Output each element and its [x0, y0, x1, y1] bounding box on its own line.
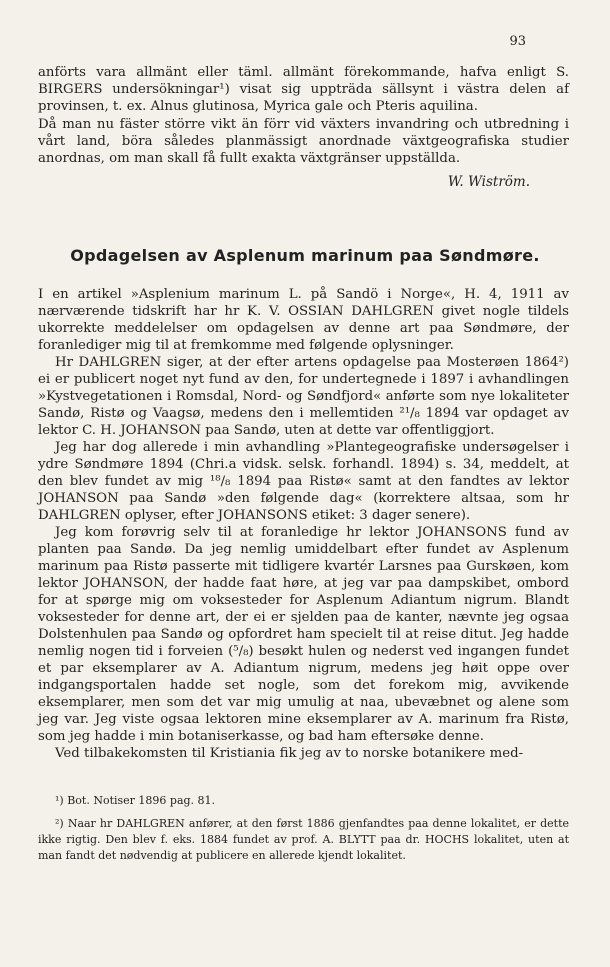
- top-paragraph-2: Då man nu fäster större vikt än förr vid växters invandring och utbredning i vårt land, böra således planmässigt anordnade växtgeografiska studier anordnas, om man skall få fullt exakta växtgränser uppställda.: [38, 117, 569, 166]
- page-number: 93: [509, 34, 526, 49]
- body-paragraph: I en artikel »Asplenium marinum L. på Sandö i Norge«, H. 4, 1911 av nærværende tidskrift har hr K. V. OSSIAN DAHLGREN givet nogle tildels ukorrekte meddelelser om opdagelsen av denne art paa Søndmøre, der foranlediger mig til at fremkomme med følgende oplysninger.: [38, 287, 569, 353]
- body-paragraph: Ved tilbakekomsten til Kristiania fik jeg av to norske botanikere med-: [55, 746, 524, 761]
- signature: W. Wiström.: [447, 174, 530, 190]
- footnote-1: ¹) Bot. Notiser 1896 pag. 81.: [55, 794, 216, 807]
- body-paragraph: Jeg har dog allerede i min avhandling »Plantegeografiske undersøgelser i ydre Søndmøre 1894 (Chri.a vidsk. selsk. forhandl. 1894) s. 34, meddelt, at den blev fundet av mig ¹⁸/₈ 1894 paa Ristø« samt at den fandtes av lektor JOHANSON paa Sandø »den følgende dag« (korrektere altsaa, som hr DAHLGREN oplyser, efter JOHANSONS etiket: 3 dager senere).: [38, 440, 569, 523]
- article-body: [38, 286, 569, 762]
- body-paragraph: Hr DAHLGREN siger, at der efter artens opdagelse paa Mosterøen 1864²) ei er publicert noget nyt fund av den, for undertegnede i 1897 i avhandlingen »Kystvegetationen i Romsdal, Nord- og Søndfjord« anførte som nye lokaliteter Sandø, Ristø og Vaagsø, medens den i mellemtiden ²¹/₈ 1894 var opdaget av lektor C. H. JOHANSON paa Sandø, uten at dette var offentliggjort.: [38, 355, 569, 438]
- article-heading: Opdagelsen av Asplenum marinum paa Søndmøre.: [70, 246, 540, 265]
- top-paragraph-1: anförts vara allmänt eller täml. allmänt förekommande, hafva enligt S. BIRGERS undersökningar¹) visat sig uppträda sällsynt i västra delen af provinsen, t. ex. Alnus glutinosa, Myrica gale och Pteris aquilina.: [38, 65, 569, 114]
- body-paragraph: Jeg kom forøvrig selv til at foranledige hr lektor JOHANSONS fund av planten paa Sandø. Da jeg nemlig umiddelbart efter fundet av Asplenum marinum paa Ristø passerte mit tidligere kvartér Larsnes paa Gurskøen, kom lektor JOHANSON, der hadde faat høre, at jeg var paa dampskibet, ombord for at spørge mig om voksesteder for Asplenum Adiantum nigrum. Blandt voksesteder for denne art, der ei er sjelden paa de kanter, nævnte jeg ogsaa Dolstenhulen paa Sandø og opfordret ham specielt til at reise ditut. Jeg hadde nemlig nogen tid i forveien (⁵/₈) besøkt hulen og nederst ved ingangen fundet et par eksemplarer av A. Adiantum nigrum, medens jeg høit oppe over indgangsportalen hadde set nogle, som det forekom mig, avvikende eksemplarer, men som det var mig umulig at naa, ubevæbnet og alene som jeg var. Jeg viste ogsaa lektoren mine eksemplarer av A. marinum fra Ristø, som jeg hadde i min botaniserkasse, og bad ham eftersøke denne.: [38, 525, 569, 744]
- footnote-2: ²) Naar hr DAHLGREN anfører, at den først 1886 gjenfandtes paa denne lokalitet, er dette ikke rigtig. Den blev f. eks. 1884 fundet av prof. A. BLYTT paa dr. HOCHS lokalitet, uten at man fandt det nødvendig at publicere en allerede kjendt lokalitet.: [38, 817, 569, 862]
